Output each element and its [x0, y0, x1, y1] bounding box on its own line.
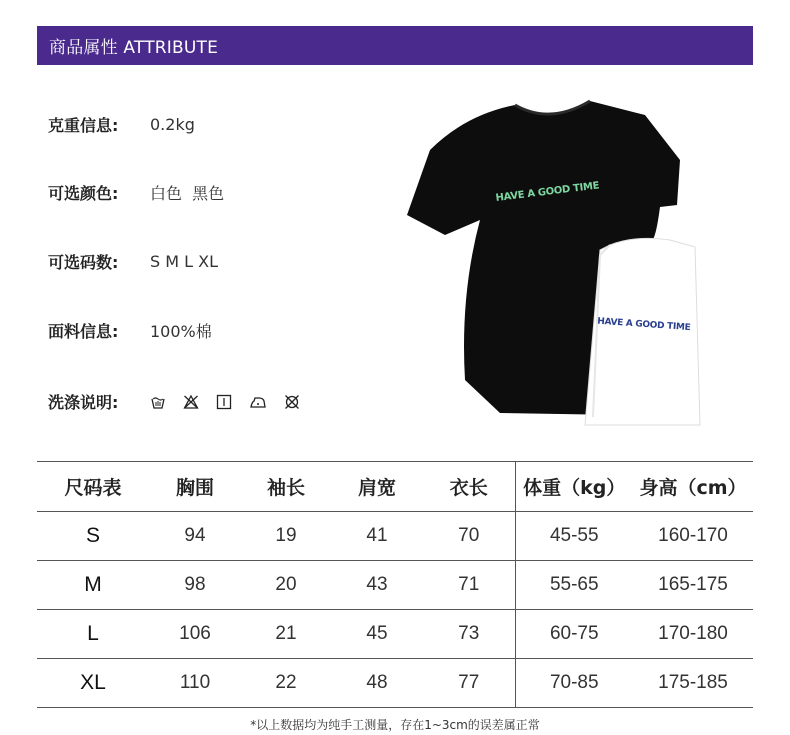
size-table-header-row: [37, 462, 753, 512]
white-shirt-print: HAVE A GOOD TIME: [596, 316, 691, 334]
header-height: 身高（cm）: [633, 462, 753, 512]
table-cell: 94: [149, 512, 241, 561]
table-cell: 110: [149, 659, 241, 708]
table-cell: 73: [423, 610, 515, 659]
table-cell: 20: [241, 561, 331, 610]
header-title: 商品属性 ATTRIBUTE: [49, 38, 219, 58]
attribute-header: [37, 26, 753, 65]
black-shirt-print: HAVE A GOOD TIME: [495, 180, 600, 205]
header-weight: 体重（kg）: [515, 462, 633, 512]
table-cell: 160-170: [633, 512, 753, 561]
table-cell: XL: [37, 659, 149, 708]
header-chest: 胸围: [149, 462, 241, 512]
care-icons: [150, 394, 300, 410]
attr-value: S M L XL: [150, 252, 219, 271]
attr-weight: [48, 113, 195, 136]
header-sleeve: 袖长: [241, 462, 331, 512]
table-cell: L: [37, 610, 149, 659]
size-table: [37, 461, 753, 708]
drip-dry-icon: [216, 394, 232, 410]
header-shoulder: 肩宽: [331, 462, 423, 512]
attr-colors: [48, 181, 224, 204]
table-row: [37, 512, 753, 561]
table-cell: 21: [241, 610, 331, 659]
table-cell: 19: [241, 512, 331, 561]
table-cell: 60-75: [515, 610, 633, 659]
table-cell: S: [37, 512, 149, 561]
attr-label: 可选颜色:: [48, 184, 119, 203]
hand-wash-icon: [150, 394, 166, 410]
attr-fabric: [48, 319, 212, 342]
table-cell: 22: [241, 659, 331, 708]
header-length: 衣长: [423, 462, 515, 512]
table-cell: 98: [149, 561, 241, 610]
attr-label: 面料信息:: [48, 322, 119, 341]
table-cell: 55-65: [515, 561, 633, 610]
header-size: 尺码表: [37, 462, 149, 512]
table-cell: 70: [423, 512, 515, 561]
attr-label: 洗涤说明:: [48, 393, 119, 412]
table-row: [37, 610, 753, 659]
table-cell: 48: [331, 659, 423, 708]
table-row: [37, 659, 753, 708]
table-cell: 71: [423, 561, 515, 610]
table-cell: 106: [149, 610, 241, 659]
attr-label: 可选码数:: [48, 253, 119, 272]
attr-value: 100%棉: [150, 322, 212, 341]
table-cell: 77: [423, 659, 515, 708]
table-cell: 165-175: [633, 561, 753, 610]
attr-label: 克重信息:: [48, 116, 119, 135]
table-cell: 45-55: [515, 512, 633, 561]
white-tshirt: [585, 238, 700, 425]
table-cell: 41: [331, 512, 423, 561]
table-cell: 175-185: [633, 659, 753, 708]
product-image-tshirts: [405, 95, 705, 430]
attr-care: [48, 390, 300, 413]
table-cell: 170-180: [633, 610, 753, 659]
low-iron-icon: [249, 394, 267, 410]
table-cell: M: [37, 561, 149, 610]
table-cell: 43: [331, 561, 423, 610]
table-cell: 45: [331, 610, 423, 659]
attr-sizes: [48, 250, 218, 273]
no-dry-clean-icon: [284, 394, 300, 410]
no-bleach-icon: [183, 394, 199, 410]
table-row: [37, 561, 753, 610]
attr-value: 白色 黑色: [150, 184, 225, 203]
measurement-footnote: *以上数据均为纯手工测量，存在1~3cm的误差属正常: [250, 718, 540, 732]
attr-value: 0.2kg: [150, 115, 195, 134]
table-cell: 70-85: [515, 659, 633, 708]
